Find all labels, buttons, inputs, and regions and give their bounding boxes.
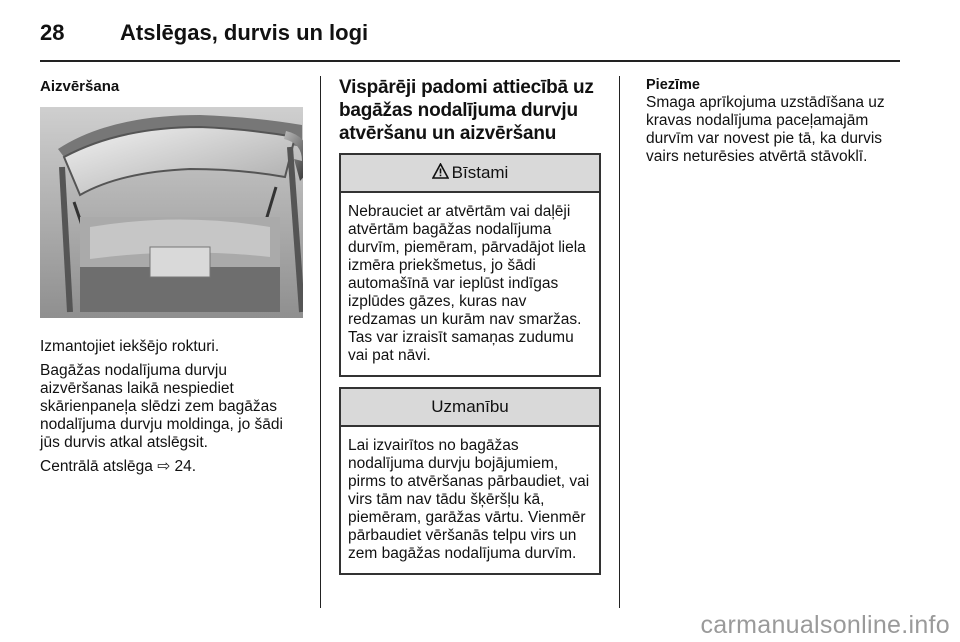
- warning-triangle-icon: [432, 163, 449, 184]
- danger-box-title: Bīstami: [451, 163, 509, 182]
- caution-box-title: Uzmanību: [431, 397, 509, 416]
- paragraph-use-inner-handle: Izmantojiet iekšējo rokturi.: [40, 338, 220, 355]
- note-text: Smaga aprīkojuma uzstādīšana uz kravas nodalījuma paceļamajām durvīm var novest pie tā, ka durvis vairs neturēsies atvērtā stāvoklī.: [646, 94, 885, 165]
- column-divider-right: [619, 76, 620, 608]
- tailgate-closing-photo: [40, 107, 303, 318]
- note-title: Piezīme: [646, 77, 700, 93]
- cross-reference[interactable]: [40, 458, 305, 476]
- cross-reference-page: 24.: [174, 458, 197, 475]
- watermark: carmanualsonline.info: [700, 611, 950, 639]
- chapter-title: Atslēgas, durvis un logi: [120, 20, 369, 45]
- danger-box: [339, 153, 601, 377]
- left-column: [40, 78, 305, 482]
- danger-box-header: [341, 155, 599, 193]
- header-rule: [40, 60, 900, 62]
- danger-box-text: Nebrauciet ar atvērtām vai daļēji atvērtām bagāžas nodalījuma durvīm, piemēram, pārvadājot liela izmēra priekšmetus, jo šādi automašīnā var ieplūst indīgas izplūdes gāzes, kuras nav redzamas un kurām nav smaržas. Tas var izraisīt samaņas zudumu vai pat nāvi.: [348, 203, 586, 364]
- right-column: [646, 76, 906, 166]
- page-number: 28: [40, 20, 65, 45]
- caution-box-header: [341, 389, 599, 427]
- paragraph-closing-instruction: Bagāžas nodalījuma durvju aizvēršanas laikā nespiediet skārienpaneļa slēdzi zem bagāžas nodalījuma durvju moldinga, jo šādi jūs durvis atkal atslēgsit.: [40, 362, 283, 451]
- caution-box: [339, 387, 601, 575]
- page-header: [40, 20, 900, 60]
- middle-column: [339, 76, 601, 575]
- column-divider-left: [320, 76, 321, 608]
- cross-reference-text: Centrālā atslēga: [40, 458, 153, 475]
- caution-box-text: Lai izvairītos no bagāžas nodalījuma durvju bojājumiem, pirms to atvēršanas pārbaudiet, vai virs tām nav tādu šķēršļu kā, piemēram, garāžas vārtu. Vienmēr pārbaudiet vēršanās telpu virs un zem bagāžas nodalījuma durvīm.: [348, 437, 590, 562]
- general-tips-heading: Vispārēji padomi attiecībā uz bagāžas nodalījuma durvju atvēršanu un aizvēršanu: [339, 77, 594, 144]
- section-heading-closing: Aizvēršana: [40, 78, 120, 95]
- arrow-reference-icon: ⇨: [157, 458, 171, 475]
